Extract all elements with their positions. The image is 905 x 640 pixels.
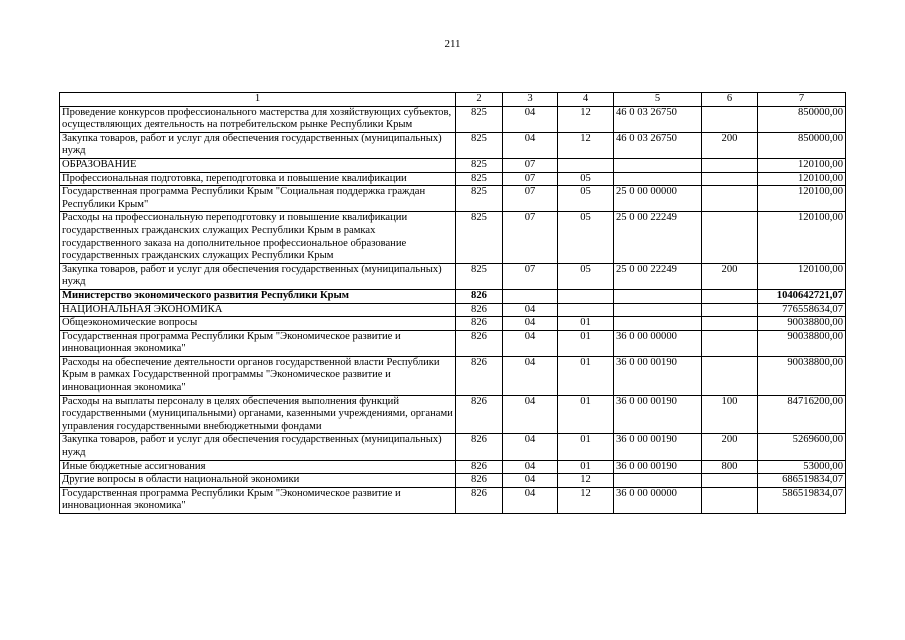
row-gr-code: 825 (456, 263, 503, 289)
row-sum: 90038800,00 (758, 317, 846, 331)
table-row (60, 434, 846, 460)
row-expense-type-code: 100 (702, 395, 758, 434)
row-section-code: 07 (503, 263, 558, 289)
row-name: Расходы на обеспечение деятельности органов государственной власти Республики Крым в рамках Государственной программы "Экономическое развитие и инновационная экономика" (60, 356, 456, 395)
row-subsection-code (558, 158, 614, 172)
row-target-code (614, 317, 702, 331)
row-subsection-code: 05 (558, 186, 614, 212)
row-expense-type-code (702, 172, 758, 186)
row-target-code (614, 172, 702, 186)
column-header-row (60, 93, 846, 107)
row-expense-type-code: 200 (702, 263, 758, 289)
row-section-code: 07 (503, 186, 558, 212)
row-sum: 90038800,00 (758, 330, 846, 356)
row-sum: 5269600,00 (758, 434, 846, 460)
row-gr-code: 825 (456, 212, 503, 263)
row-sum: 120100,00 (758, 186, 846, 212)
row-section-code: 04 (503, 356, 558, 395)
row-target-code: 36 0 00 00190 (614, 356, 702, 395)
row-name: Закупка товаров, работ и услуг для обеспечения государственных (муниципальных) нужд (60, 263, 456, 289)
column-header: 5 (614, 93, 702, 107)
row-target-code (614, 303, 702, 317)
row-subsection-code: 01 (558, 330, 614, 356)
row-name: Профессиональная подготовка, переподготовка и повышение квалификации (60, 172, 456, 186)
row-gr-code: 826 (456, 330, 503, 356)
row-subsection-code: 12 (558, 474, 614, 488)
row-subsection-code: 01 (558, 395, 614, 434)
row-target-code: 25 0 00 22249 (614, 212, 702, 263)
row-gr-code: 825 (456, 172, 503, 186)
table-row (60, 356, 846, 395)
row-section-code: 04 (503, 474, 558, 488)
column-header: 1 (60, 93, 456, 107)
row-section-code: 04 (503, 434, 558, 460)
row-sum: 776558634,07 (758, 303, 846, 317)
row-sum: 686519834,07 (758, 474, 846, 488)
row-name: Расходы на выплаты персоналу в целях обеспечения выполнения функций государственными (муниципальными) органами, казенными учреждениями, органами управления государственными внебюджетными фондами (60, 395, 456, 434)
row-target-code (614, 474, 702, 488)
row-subsection-code: 01 (558, 317, 614, 331)
row-subsection-code: 01 (558, 434, 614, 460)
row-subsection-code: 12 (558, 132, 614, 158)
row-sum: 120100,00 (758, 263, 846, 289)
row-subsection-code: 05 (558, 172, 614, 186)
row-gr-code: 826 (456, 434, 503, 460)
row-section-code: 04 (503, 487, 558, 513)
row-gr-code: 826 (456, 395, 503, 434)
row-expense-type-code: 200 (702, 132, 758, 158)
row-target-code: 36 0 00 00000 (614, 330, 702, 356)
table-row (60, 172, 846, 186)
row-target-code (614, 158, 702, 172)
row-name: Расходы на профессиональную переподготовку и повышение квалификации государственных гражданских служащих Республики Крым в рамках государственного заказа на дополнительное профессиональное образование государственных гражданских служащих Республики Крым (60, 212, 456, 263)
table-row (60, 106, 846, 132)
row-sum: 120100,00 (758, 212, 846, 263)
row-expense-type-code (702, 317, 758, 331)
row-subsection-code: 01 (558, 460, 614, 474)
row-target-code: 25 0 00 22249 (614, 263, 702, 289)
table-row (60, 330, 846, 356)
row-name: Другие вопросы в области национальной экономики (60, 474, 456, 488)
row-expense-type-code (702, 356, 758, 395)
table-row (60, 158, 846, 172)
row-gr-code: 826 (456, 289, 503, 303)
row-expense-type-code (702, 330, 758, 356)
row-gr-code: 825 (456, 158, 503, 172)
row-name: ОБРАЗОВАНИЕ (60, 158, 456, 172)
row-name: Государственная программа Республики Крым "Социальная поддержка граждан Республики Крым" (60, 186, 456, 212)
table-row (60, 212, 846, 263)
row-expense-type-code: 200 (702, 434, 758, 460)
row-target-code: 25 0 00 00000 (614, 186, 702, 212)
table-row (60, 395, 846, 434)
column-header: 7 (758, 93, 846, 107)
row-section-code: 04 (503, 460, 558, 474)
row-expense-type-code: 800 (702, 460, 758, 474)
table-row (60, 263, 846, 289)
column-header: 4 (558, 93, 614, 107)
row-target-code (614, 289, 702, 303)
row-expense-type-code (702, 474, 758, 488)
row-name: НАЦИОНАЛЬНАЯ ЭКОНОМИКА (60, 303, 456, 317)
row-section-code: 04 (503, 106, 558, 132)
row-gr-code: 825 (456, 132, 503, 158)
row-name: Проведение конкурсов профессионального мастерства для хозяйствующих субъектов, осуществляющих деятельность на потребительском рынке Республики Крым (60, 106, 456, 132)
row-sum: 90038800,00 (758, 356, 846, 395)
row-sum: 1040642721,07 (758, 289, 846, 303)
row-target-code: 36 0 00 00190 (614, 434, 702, 460)
row-section-code: 04 (503, 303, 558, 317)
row-gr-code: 826 (456, 303, 503, 317)
row-name: Государственная программа Республики Крым "Экономическое развитие и инновационная экономика" (60, 330, 456, 356)
row-sum: 53000,00 (758, 460, 846, 474)
table-row (60, 487, 846, 513)
row-expense-type-code (702, 212, 758, 263)
row-target-code: 36 0 00 00190 (614, 460, 702, 474)
row-section-code: 04 (503, 395, 558, 434)
table-row (60, 303, 846, 317)
table-row (60, 289, 846, 303)
row-section-code (503, 289, 558, 303)
row-section-code: 04 (503, 317, 558, 331)
table-row (60, 460, 846, 474)
row-subsection-code: 12 (558, 106, 614, 132)
row-sum: 850000,00 (758, 132, 846, 158)
table-row (60, 132, 846, 158)
row-expense-type-code (702, 487, 758, 513)
row-expense-type-code (702, 106, 758, 132)
row-name: Государственная программа Республики Крым "Экономическое развитие и инновационная экономика" (60, 487, 456, 513)
row-subsection-code (558, 289, 614, 303)
row-sum: 850000,00 (758, 106, 846, 132)
row-expense-type-code (702, 186, 758, 212)
row-section-code: 07 (503, 158, 558, 172)
row-subsection-code (558, 303, 614, 317)
row-section-code: 07 (503, 212, 558, 263)
table-row (60, 186, 846, 212)
row-target-code: 36 0 00 00000 (614, 487, 702, 513)
row-subsection-code: 12 (558, 487, 614, 513)
row-gr-code: 825 (456, 106, 503, 132)
row-name: Закупка товаров, работ и услуг для обеспечения государственных (муниципальных) нужд (60, 132, 456, 158)
table-row (60, 474, 846, 488)
row-expense-type-code (702, 289, 758, 303)
row-gr-code: 826 (456, 474, 503, 488)
row-sum: 586519834,07 (758, 487, 846, 513)
row-sum: 84716200,00 (758, 395, 846, 434)
page-number: 211 (444, 38, 461, 50)
row-section-code: 04 (503, 132, 558, 158)
row-target-code: 36 0 00 00190 (614, 395, 702, 434)
row-expense-type-code (702, 303, 758, 317)
column-header: 2 (456, 93, 503, 107)
row-gr-code: 826 (456, 356, 503, 395)
row-name: Министерство экономического развития Республики Крым (60, 289, 456, 303)
column-header: 3 (503, 93, 558, 107)
row-target-code: 46 0 03 26750 (614, 106, 702, 132)
row-name: Закупка товаров, работ и услуг для обеспечения государственных (муниципальных) нужд (60, 434, 456, 460)
row-sum: 120100,00 (758, 158, 846, 172)
row-subsection-code: 05 (558, 263, 614, 289)
table-row (60, 317, 846, 331)
row-gr-code: 826 (456, 317, 503, 331)
row-gr-code: 825 (456, 186, 503, 212)
row-gr-code: 826 (456, 460, 503, 474)
row-expense-type-code (702, 158, 758, 172)
row-section-code: 07 (503, 172, 558, 186)
row-target-code: 46 0 03 26750 (614, 132, 702, 158)
row-name: Иные бюджетные ассигнования (60, 460, 456, 474)
row-subsection-code: 05 (558, 212, 614, 263)
budget-table (59, 92, 846, 514)
row-section-code: 04 (503, 330, 558, 356)
column-header: 6 (702, 93, 758, 107)
row-subsection-code: 01 (558, 356, 614, 395)
row-sum: 120100,00 (758, 172, 846, 186)
row-gr-code: 826 (456, 487, 503, 513)
row-name: Общеэкономические вопросы (60, 317, 456, 331)
